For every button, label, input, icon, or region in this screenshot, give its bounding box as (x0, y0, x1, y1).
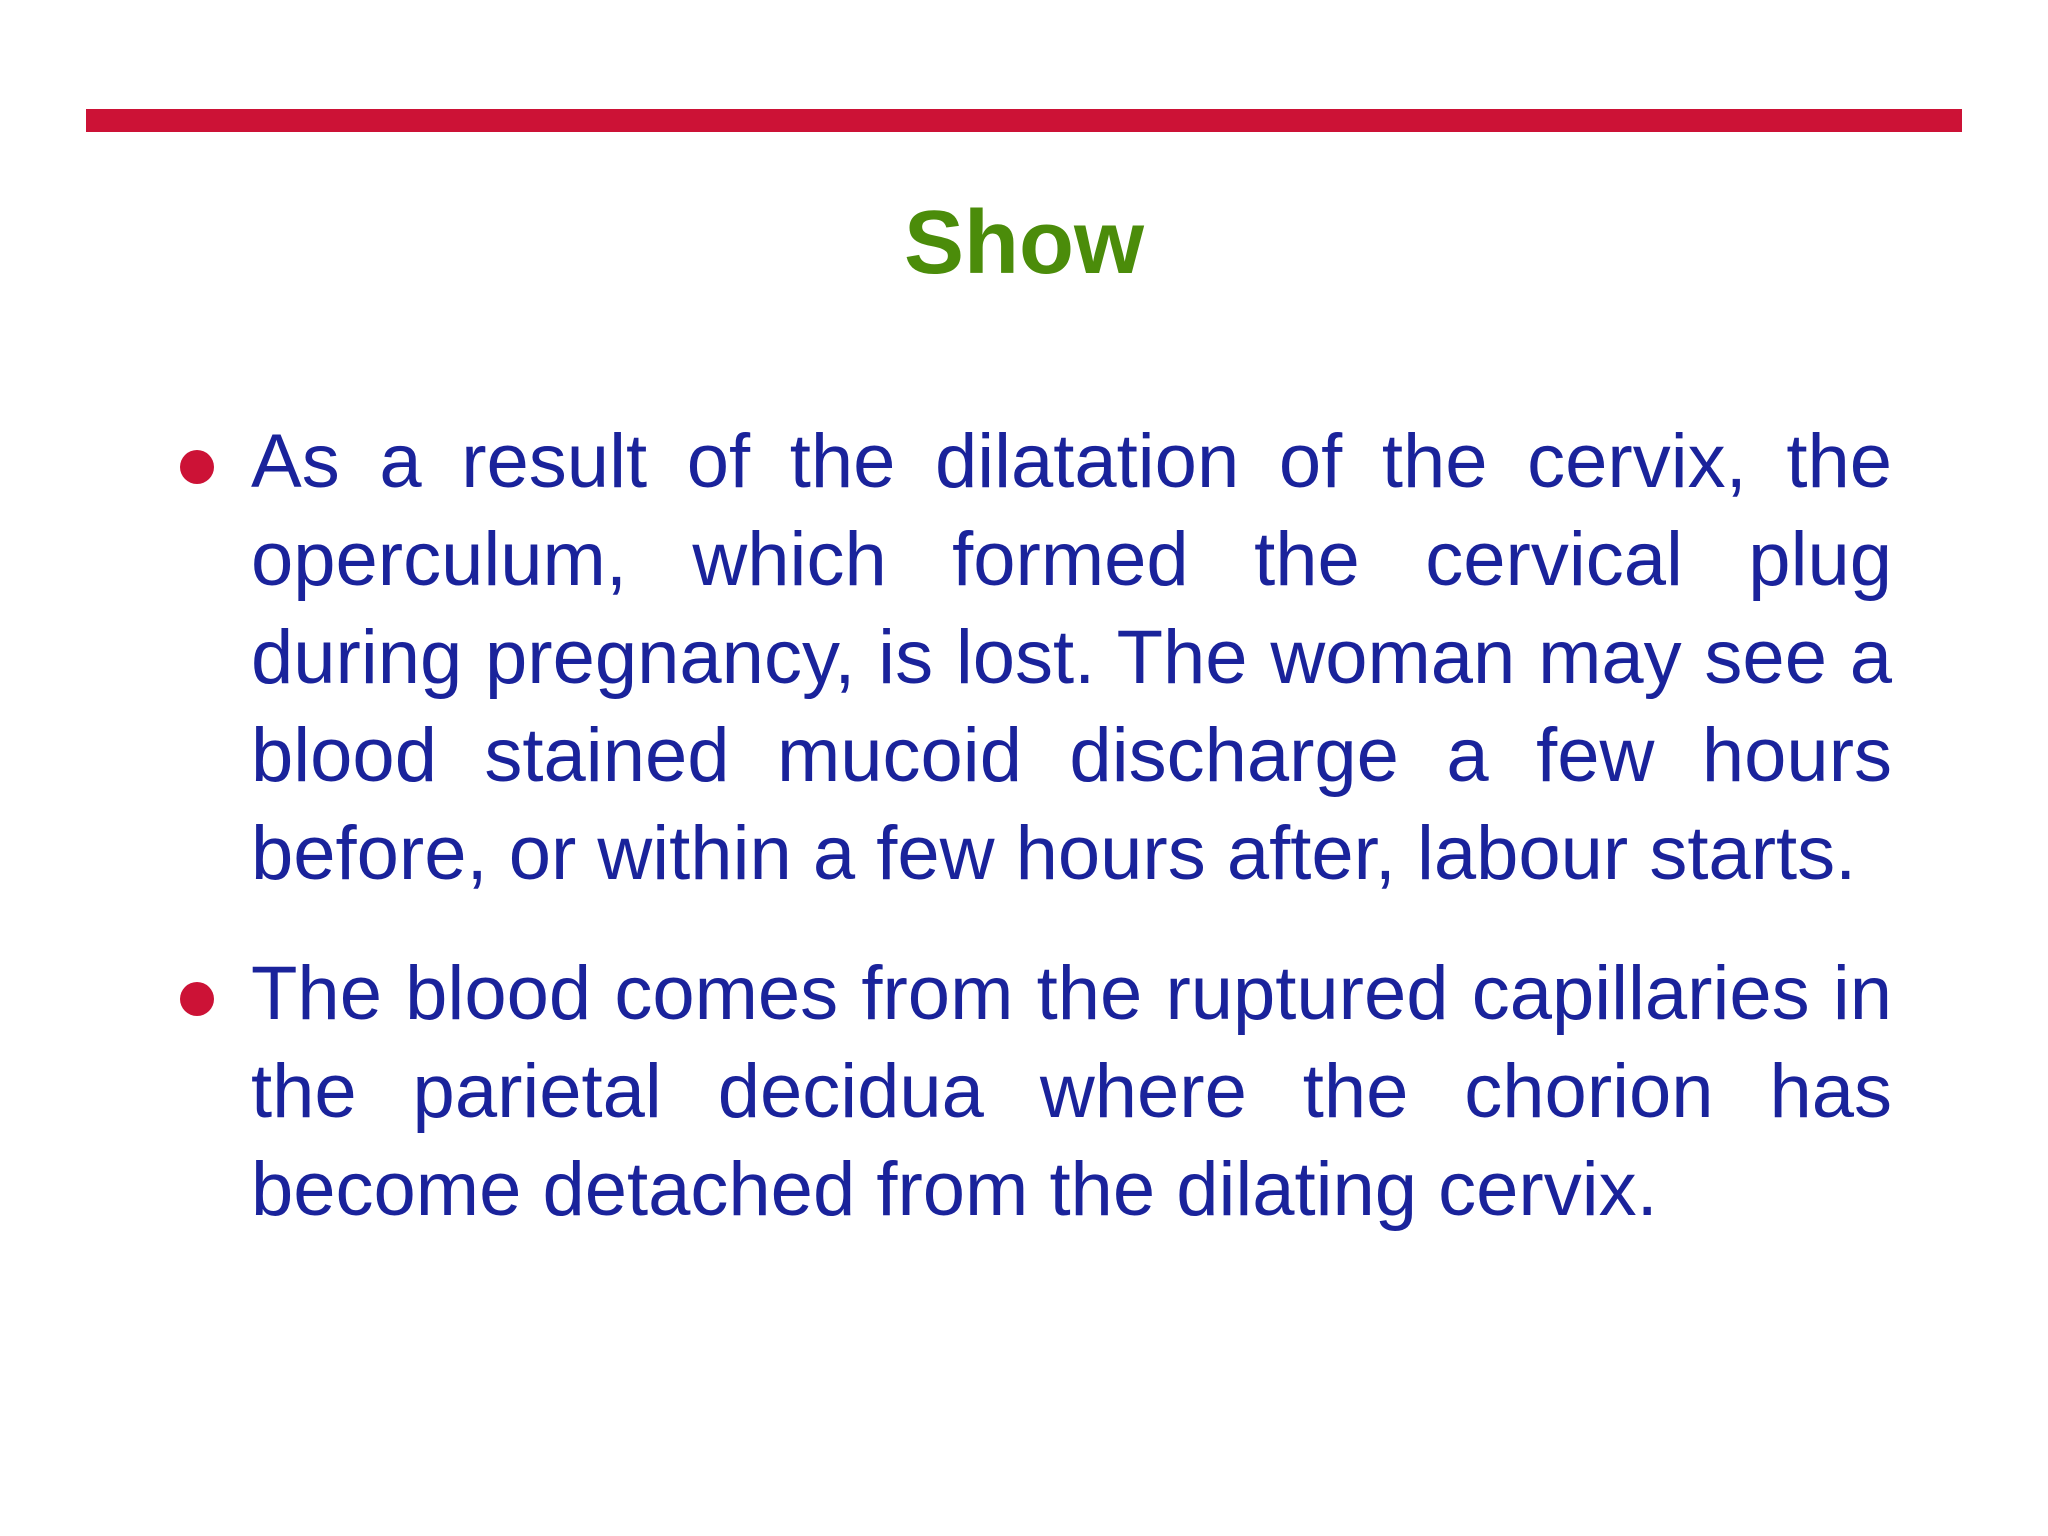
bullet-text: The blood comes from the ruptured capillaries in the parietal decidua where the chorion has become detached from the dilating cervix. (251, 951, 1892, 1232)
slide-title: Show (904, 193, 1144, 293)
top-divider-bar (86, 109, 1962, 132)
bullet-text: As a result of the dilatation of the cervix, the operculum, which formed the cervical plug during pregnancy, is lost. The woman may see a blood stained mucoid discharge a few hours before, or within a few hours after, labour starts. (251, 419, 1892, 896)
bullet-item (180, 945, 1892, 1239)
bullet-item (180, 413, 1892, 903)
bullet-dot-icon (180, 450, 214, 484)
bullet-dot-icon (180, 982, 214, 1016)
bullet-list (180, 413, 1892, 1239)
